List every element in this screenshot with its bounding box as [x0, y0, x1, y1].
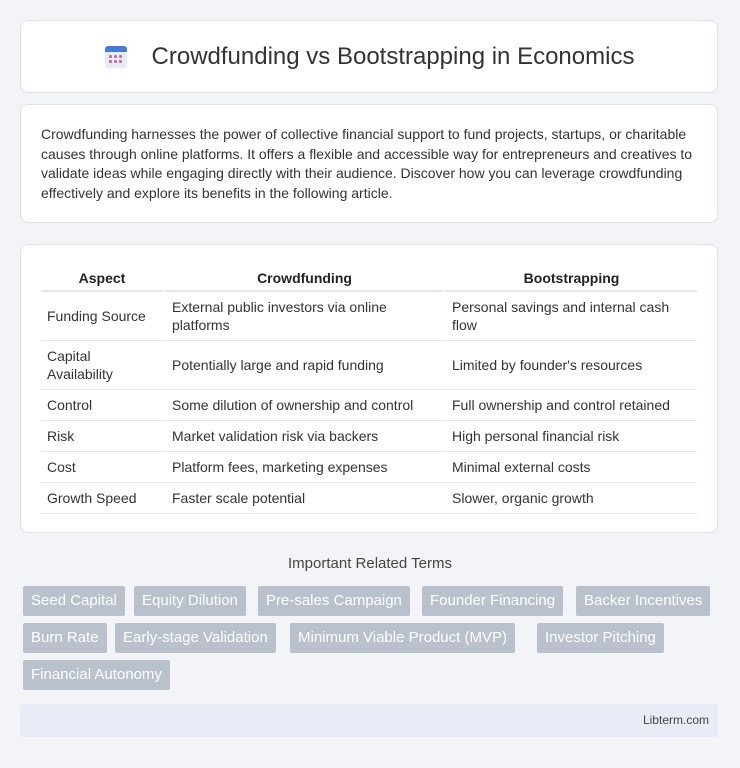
page-title: Crowdfunding vs Bootstrapping in Economics	[151, 42, 635, 70]
footer-site-link[interactable]: Libterm.com	[642, 713, 709, 727]
table-row	[41, 483, 697, 514]
table-cell: Growth Speed	[41, 483, 166, 514]
table-cell: Funding Source	[41, 292, 166, 341]
term-tag[interactable]: Early-stage Validation	[115, 623, 276, 653]
term-tag[interactable]: Founder Financing	[422, 586, 563, 616]
table-cell: Control	[41, 390, 166, 421]
term-tag[interactable]: Investor Pitching	[537, 623, 664, 653]
term-tag[interactable]: Equity Dilution	[134, 586, 246, 616]
term-tag[interactable]: Financial Autonomy	[23, 660, 170, 690]
header-aspect: Aspect	[41, 267, 166, 292]
related-terms-heading: Important Related Terms	[288, 555, 452, 572]
table-cell: Market validation risk via backers	[166, 421, 446, 452]
title-card	[20, 20, 718, 93]
table-cell: Potentially large and rapid funding	[166, 341, 446, 390]
comparison-table-card	[20, 244, 718, 533]
table-cell: External public investors via online platforms	[166, 292, 446, 341]
table-cell: Slower, organic growth	[446, 483, 697, 514]
table-cell: Full ownership and control retained	[446, 390, 697, 421]
table-header-row	[41, 267, 697, 292]
table-row	[41, 452, 697, 483]
table-cell: Personal savings and internal cash flow	[446, 292, 697, 341]
table-cell: Risk	[41, 421, 166, 452]
header-crowdfunding: Crowdfunding	[166, 267, 446, 292]
footer	[20, 704, 718, 737]
table-cell: Cost	[41, 452, 166, 483]
table-row	[41, 421, 697, 452]
table-cell: Capital Availability	[41, 341, 166, 390]
term-tag[interactable]: Minimum Viable Product (MVP)	[290, 623, 515, 653]
intro-card	[20, 104, 718, 223]
table-cell: Platform fees, marketing expenses	[166, 452, 446, 483]
term-tag[interactable]: Burn Rate	[23, 623, 107, 653]
table-cell: Faster scale potential	[166, 483, 446, 514]
calendar-icon	[104, 44, 130, 70]
table-row	[41, 341, 697, 390]
table-cell: Some dilution of ownership and control	[166, 390, 446, 421]
comparison-table	[41, 267, 697, 514]
table-cell: Minimal external costs	[446, 452, 697, 483]
term-tag[interactable]: Seed Capital	[23, 586, 125, 616]
table-cell: Limited by founder's resources	[446, 341, 697, 390]
table-row	[41, 390, 697, 421]
table-row	[41, 292, 697, 341]
term-tag[interactable]: Pre-sales Campaign	[258, 586, 410, 616]
header-bootstrapping: Bootstrapping	[446, 267, 697, 292]
table-cell: High personal financial risk	[446, 421, 697, 452]
term-tag[interactable]: Backer Incentives	[576, 586, 710, 616]
intro-text: Crowdfunding harnesses the power of collective financial support to fund projects, startups, or charitable causes through online platforms. It offers a flexible and accessible way for entrepreneurs and creatives to validate ideas while engaging directly with their audience. Discover how you can leverage crowdfunding effectively and explore its benefits in the following article.	[41, 126, 693, 201]
